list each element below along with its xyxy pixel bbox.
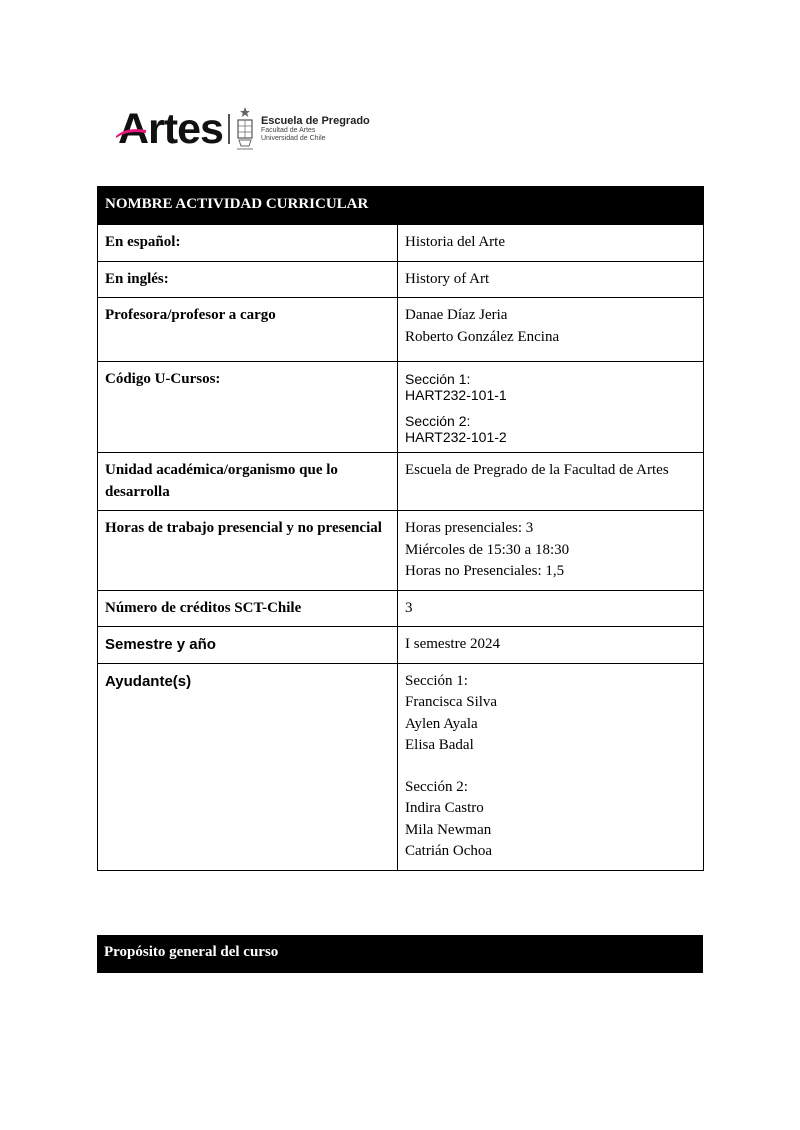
ayudante-name: Mila Newman	[405, 821, 492, 838]
logo-word: Artes	[118, 104, 223, 153]
logo-swoosh-icon	[116, 128, 146, 138]
logo-university: Universidad de Chile	[260, 135, 326, 142]
ayudante-name: Elisa Badal	[405, 737, 474, 753]
table-row	[98, 225, 704, 262]
logo-divider	[228, 114, 230, 144]
codigo-seccion1-code: HART232-101-1	[405, 387, 507, 403]
value-ingles: History of Art	[398, 261, 704, 298]
logo-title: Escuela de Pregrado	[260, 115, 370, 127]
table-row	[98, 590, 704, 627]
horas-no-presenciales: Horas no Presenciales: 1,5	[405, 563, 565, 579]
codigo-seccion2-code: HART232-101-2	[405, 429, 507, 445]
section-header-proposito	[97, 935, 703, 973]
value-horas	[398, 511, 704, 591]
ayudante-name: Aylen Ayala	[405, 715, 478, 732]
label-ayudantes: Ayudante(s)	[98, 663, 398, 870]
logo-text	[261, 115, 370, 143]
label-ingles: En inglés:	[98, 261, 398, 298]
table-row	[98, 453, 704, 511]
table-header-title: NOMBRE ACTIVIDAD CURRICULAR	[105, 196, 369, 212]
label-profesor: Profesora/profesor a cargo	[98, 298, 398, 362]
logo-faculty: Facultad de Artes	[260, 127, 316, 134]
university-crest-icon	[234, 106, 256, 152]
horas-horario: Miércoles de 15:30 a 18:30	[405, 541, 570, 558]
value-codigo	[398, 362, 704, 453]
artes-logo	[118, 104, 370, 154]
logo-wordmark	[118, 104, 223, 153]
ayudante-name: Indira Castro	[405, 800, 484, 816]
profesor-name: Roberto González Encina	[405, 328, 560, 345]
table-header-empty	[398, 187, 704, 225]
codigo-seccion1-label: Sección 1:	[405, 371, 471, 387]
value-espanol: Historia del Arte	[398, 225, 704, 262]
value-profesor	[398, 298, 704, 362]
table-row	[98, 627, 704, 664]
table-row	[98, 261, 704, 298]
label-espanol: En español:	[98, 225, 398, 262]
value-ayudantes	[398, 663, 704, 870]
ayudante-name: Catrián Ochoa	[405, 843, 493, 859]
label-unidad: Unidad académica/organismo que lo desarrolla	[98, 453, 398, 511]
table-header-cell	[98, 187, 398, 225]
spacer	[405, 757, 696, 777]
table-row	[98, 511, 704, 591]
spacer	[405, 403, 696, 413]
value-semestre: I semestre 2024	[398, 627, 704, 664]
value-unidad: Escuela de Pregrado de la Facultad de Artes	[398, 453, 704, 511]
profesor-name: Danae Díaz Jeria	[405, 307, 508, 323]
label-horas: Horas de trabajo presencial y no presencial	[98, 511, 398, 591]
ayudantes-seccion2-label: Sección 2:	[405, 778, 468, 795]
table-row	[98, 663, 704, 870]
horas-presenciales: Horas presenciales: 3	[405, 520, 534, 536]
value-creditos: 3	[398, 590, 704, 627]
course-info-table	[97, 186, 704, 871]
ayudantes-seccion1-label: Sección 1:	[405, 672, 468, 689]
section-title: Propósito general del curso	[104, 944, 279, 960]
codigo-seccion2-label: Sección 2:	[405, 413, 471, 429]
label-creditos: Número de créditos SCT-Chile	[98, 590, 398, 627]
table-row	[98, 362, 704, 453]
label-codigo: Código U-Cursos:	[98, 362, 398, 453]
table-header-row	[98, 187, 704, 225]
label-semestre: Semestre y año	[98, 627, 398, 664]
table-row	[98, 298, 704, 362]
ayudante-name: Francisca Silva	[405, 694, 498, 710]
